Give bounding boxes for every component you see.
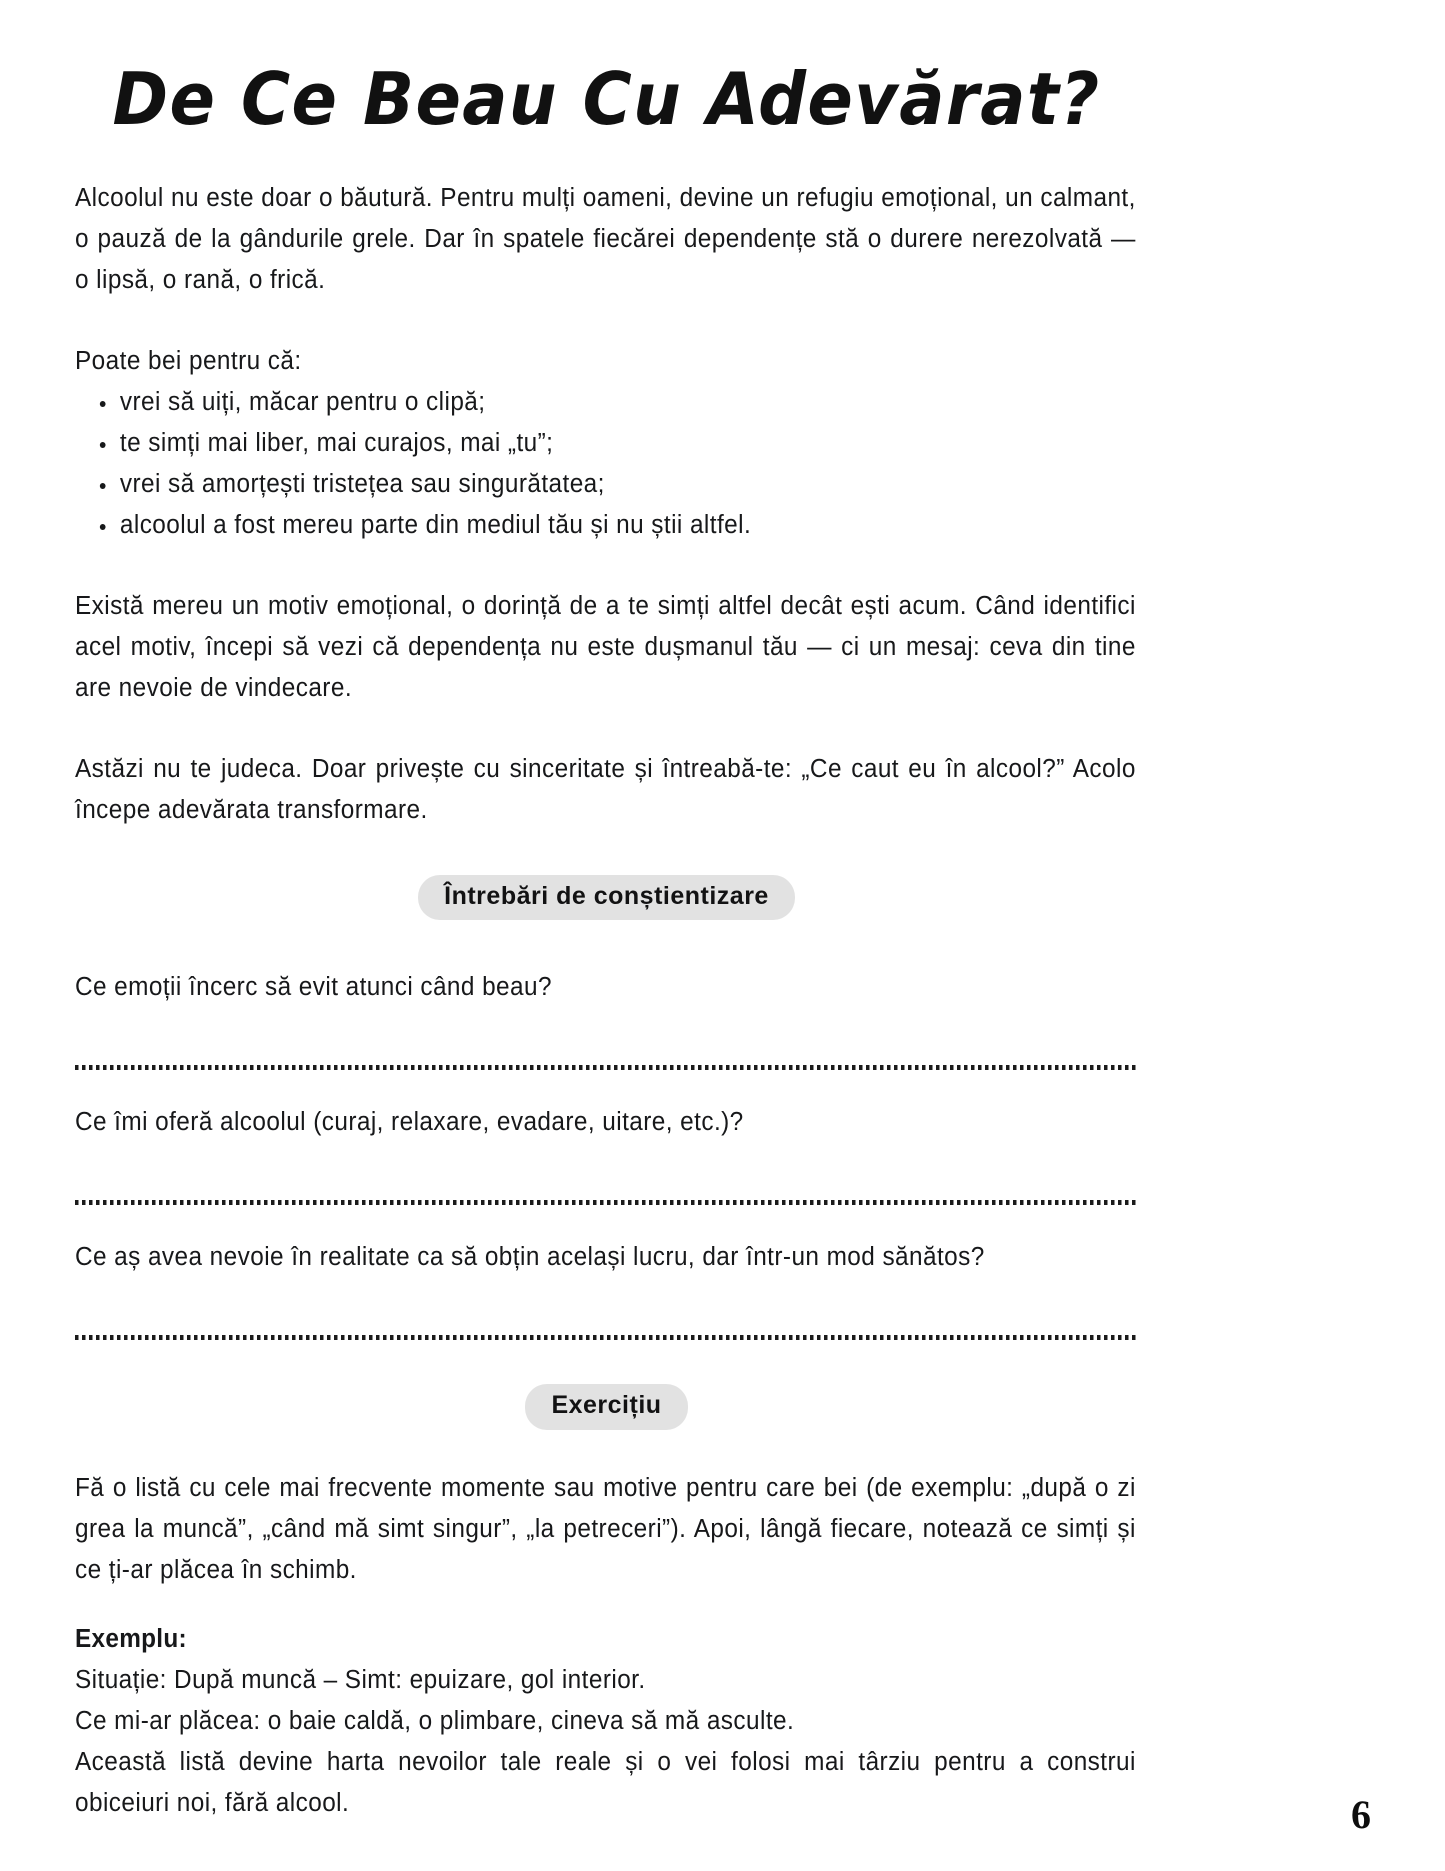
reasons-list bbox=[75, 382, 1138, 546]
awareness-question-3: Ce aș avea nevoie în realitate ca să obțin același lucru, dar într-un mod sănătos? bbox=[75, 1243, 985, 1272]
list-item: vrei să amorțești tristețea sau singurătatea; bbox=[75, 464, 1090, 505]
exercise-pill-row bbox=[75, 1384, 1138, 1430]
page-number: 6 bbox=[1351, 1792, 1371, 1837]
intro-paragraph-2: Există mereu un motiv emoțional, o dorință de a te simți altfel decât ești acum. Când identifici acel motiv, începi să vezi că dependența nu este dușmanul tău — ci un mesaj: ceva din tine are nevoie de vindecare. bbox=[75, 591, 1136, 702]
intro-paragraph-1: Alcoolul nu este doar o băutură. Pentru mulți oameni, devine un refugiu emoțional, un calmant, o pauză de la gândurile grele. Dar în spatele fiecărei dependențe stă o durere nerezolvată — o lipsă, o rană, o frică. bbox=[75, 183, 1136, 294]
list-item: te simți mai liber, mai curajos, mai „tu”; bbox=[75, 423, 1090, 464]
page-title: De Ce Beau Cu Adevărat? bbox=[112, 57, 1101, 141]
spacer bbox=[75, 301, 1138, 341]
spacer bbox=[75, 1591, 1138, 1619]
spacer bbox=[75, 1340, 1138, 1384]
intro-paragraph-3: Astăzi nu te judeca. Doar privește cu sinceritate și întreabă-te: „Ce caut eu în alcool?” Acolo începe adevărata transformare. bbox=[75, 754, 1136, 824]
example-line-2: Ce mi-ar plăcea: o baie caldă, o plimbare, cineva să mă asculte. bbox=[75, 1706, 795, 1735]
spacer bbox=[75, 546, 1138, 586]
example-line-1: Situație: După muncă – Simt: epuizare, gol interior. bbox=[75, 1665, 646, 1694]
awareness-question-2: Ce îmi oferă alcoolul (curaj, relaxare, evadare, uitare, etc.)? bbox=[75, 1108, 744, 1137]
spacer bbox=[75, 1008, 1138, 1064]
awareness-pill-row bbox=[75, 875, 1138, 921]
awareness-question-1: Ce emoții încerc să evit atunci când beau? bbox=[75, 973, 552, 1002]
example-line-3: Această listă devine harta nevoilor tale reale și o vei folosi mai târziu pentru a construi obiceiuri noi, fără alcool. bbox=[75, 1747, 1136, 1817]
spacer bbox=[75, 1070, 1138, 1102]
spacer bbox=[75, 709, 1138, 749]
spacer bbox=[75, 831, 1138, 875]
list-item: alcoolul a fost mereu parte din mediul tău și nu știi altfel. bbox=[75, 505, 1090, 546]
exercise-instruction: Fă o listă cu cele mai frecvente momente sau motive pentru care bei (de exemplu: „după o zi grea la muncă”, „când mă simt singur”, „la petreceri”). Apoi, lângă fiecare, notează ce simți și ce ți-ar plăcea în schimb. bbox=[75, 1473, 1136, 1584]
example-heading: Exemplu: bbox=[75, 1624, 187, 1653]
spacer bbox=[75, 1430, 1138, 1468]
spacer bbox=[75, 1278, 1138, 1334]
page-content bbox=[75, 0, 1138, 1824]
list-intro-text: Poate bei pentru că: bbox=[75, 346, 302, 375]
awareness-section-badge: Întrebări de conștientizare bbox=[418, 875, 795, 921]
spacer bbox=[75, 920, 1138, 967]
spacer bbox=[75, 1143, 1138, 1199]
list-item: vrei să uiți, măcar pentru o clipă; bbox=[75, 382, 1090, 423]
spacer bbox=[75, 1205, 1138, 1237]
exercise-section-badge: Exercițiu bbox=[525, 1384, 687, 1430]
